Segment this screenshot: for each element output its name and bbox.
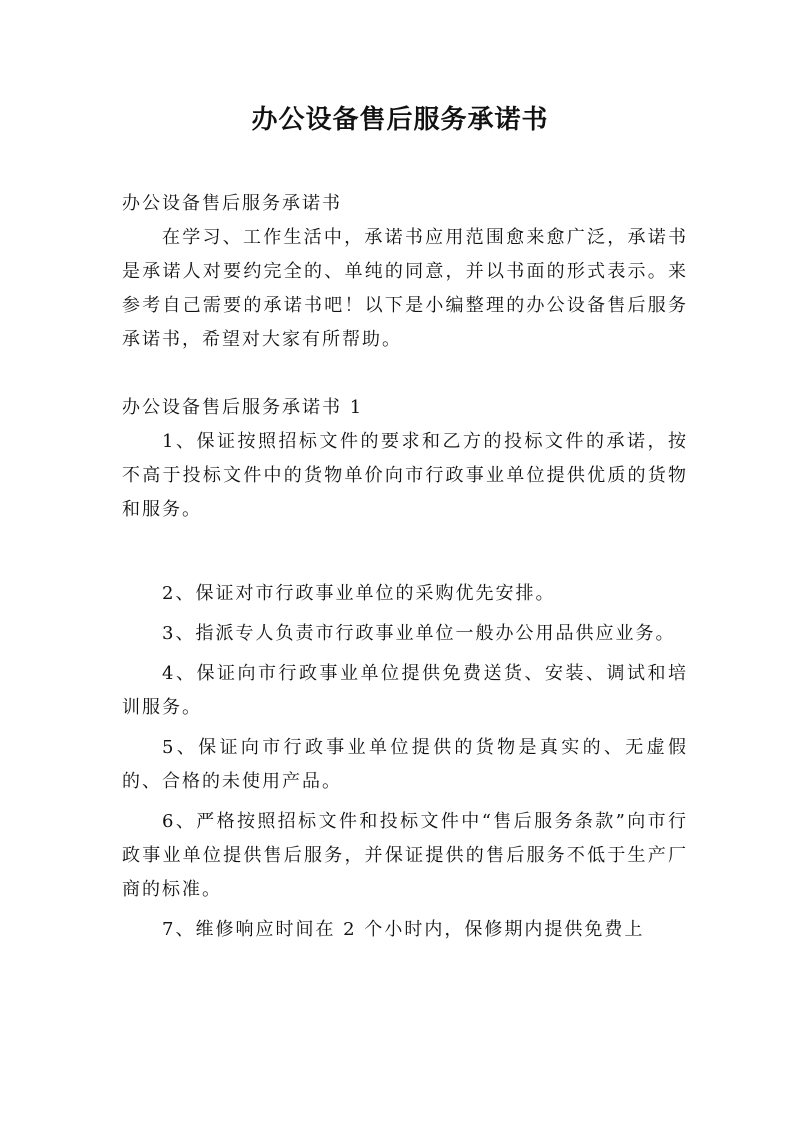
commitment-item-1: 1、保证按照招标文件的要求和乙方的投标文件的承诺，按不高于投标文件中的货物单价向市行政事业单位提供优质的货物和服务。 [122, 431, 688, 520]
commitment-item-7: 7、维修响应时间在 2 个小时内，保修期内提供免费上 [162, 919, 645, 940]
commitment-item-2: 2、保证对市行政事业单位的采购优先安排。 [162, 583, 556, 604]
intro-heading: 办公设备售后服务承诺书 [122, 193, 342, 214]
commitment-item-4: 4、保证向市行政事业单位提供免费送货、安装、调试和培训服务。 [122, 663, 688, 718]
document-body [122, 187, 688, 947]
commitment-item-6: 6、严格按照招标文件和投标文件中“售后服务条款”向市行政事业单位提供售后服务，并保证提供的售后服务不低于生产厂商的标准。 [122, 811, 688, 900]
commitment-item-3: 3、指派专人负责市行政事业单位一般办公用品供应业务。 [162, 623, 676, 644]
commitment-item-5: 5、保证向市行政事业单位提供的货物是真实的、无虚假的、合格的未使用产品。 [122, 737, 688, 792]
document-title: 办公设备售后服务承诺书 [251, 105, 549, 135]
section-heading: 办公设备售后服务承诺书 1 [122, 397, 364, 418]
intro-paragraph: 在学习、工作生活中，承诺书应用范围愈来愈广泛，承诺书是承诺人对要约完全的、单纯的同意，并以书面的形式表示。来参考自己需要的承诺书吧！以下是小编整理的办公设备售后服务承诺书，希望对大家有所帮助。 [122, 227, 688, 350]
